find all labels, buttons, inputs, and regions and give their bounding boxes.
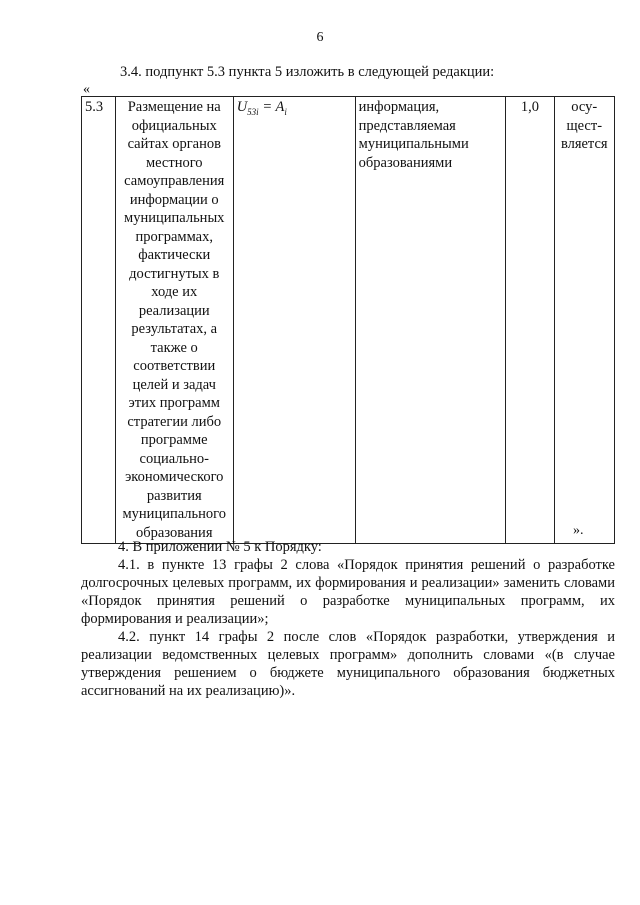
closing-quote: ». — [573, 523, 584, 538]
paragraph-4-1: 4.1. в пункте 13 графы 2 слова «Порядок принятия решений о разработке долгосрочных целевых программ, их формирования и реализации» заменить словами «Порядок принятия решений о разработке муниципальных программ, их формирования и реализации»; — [81, 557, 615, 627]
table-row — [82, 97, 615, 544]
formula: $U_{53i} = A_i$ — [236, 99, 287, 117]
formula-cell — [233, 97, 355, 544]
paragraph-4-2: 4.2. пункт 14 графы 2 после слов «Порядок разработки, утверждения и реализации ведомственных целевых программ» дополнить словами «(в случае утверждения решением о бюджете муниципального образования бюджетных ассигнований на их реализацию)». — [81, 629, 615, 699]
opening-quote: « — [83, 82, 90, 97]
mode-cell: осу-щест-вляется — [554, 97, 615, 544]
weight-cell: 1,0 — [506, 97, 554, 544]
data-source-cell: информация, представляемая муниципальными образованиями — [355, 97, 506, 544]
amendment-intro: 3.4. подпункт 5.3 пункта 5 изложить в следующей редакции: — [120, 64, 495, 80]
indicator-name-cell: Размещение на официальных сайтах органов местного самоуправления информации о муниципальных программах, фактически достигнутых в ходе их реализации результатах, а также о соответствии целей и задач этих программ стратегии либо программе социально-экономического развития муниципального образования — [115, 97, 233, 544]
row-number-cell: 5.3 — [82, 97, 116, 544]
page-number: 6 — [316, 30, 324, 45]
paragraph-4: 4. В приложении № 5 к Порядку: — [118, 539, 322, 555]
amended-indicator-table — [81, 96, 615, 544]
